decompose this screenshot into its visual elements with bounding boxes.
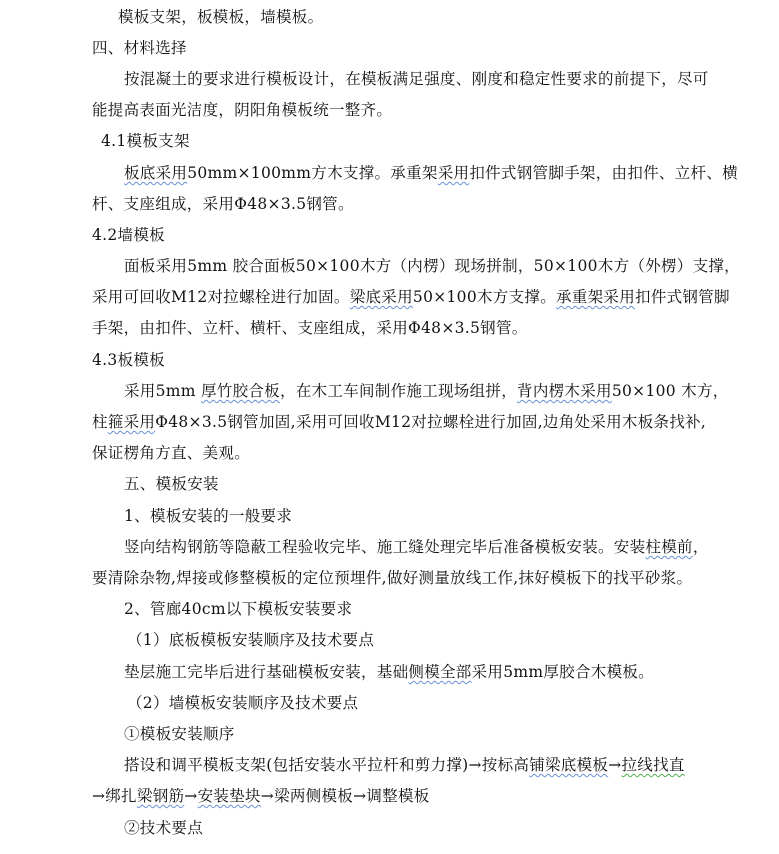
text-span — [124, 381, 729, 401]
text-span: 50×100木方支撑。 — [412, 288, 557, 306]
text-span: 4.2墙模板 — [92, 226, 165, 244]
text-span: → — [184, 787, 198, 805]
text-span — [92, 787, 430, 805]
text-span: 4.1模板支架 — [101, 132, 190, 150]
underlined-term: 梁底采用 — [349, 288, 413, 306]
text-span: 4.3板模板 — [92, 351, 165, 369]
underlined-term: 箍采用 — [107, 413, 156, 431]
item-heading — [124, 724, 235, 744]
text-span: →梁两侧模板→调整模板 — [260, 787, 430, 805]
text-line — [124, 256, 740, 276]
underlined-term: 梁钢筋 — [136, 787, 185, 805]
section-heading — [124, 474, 219, 494]
underlined-term: 安装垫块 — [197, 787, 261, 805]
text-line — [92, 287, 730, 307]
text-line — [92, 100, 392, 120]
text-line — [124, 755, 710, 775]
text-span: 50×100 木方， — [611, 382, 729, 400]
text-span: （2）墙模板安装顺序及技术要点 — [127, 694, 359, 712]
text-span: → — [608, 756, 622, 774]
underlined-term: 厚竹胶合板 — [200, 382, 280, 400]
text-span: 2、管廊40cm以下模板安装要求 — [124, 600, 353, 618]
text-span — [124, 537, 709, 557]
text-span: 50mm×100mm方木支撑。承重架 — [187, 164, 438, 182]
text-line — [92, 786, 430, 806]
text-span: ②技术要点 — [124, 819, 204, 837]
text-line — [124, 537, 710, 557]
underlined-term: 采用 — [437, 164, 470, 182]
text-span: 手架，由扣件、立杆、横杆、支座组成，采用Φ48×3.5钢管。 — [92, 319, 528, 337]
text-span: 扣件式钢管脚手架，由扣件、立杆、横 — [469, 164, 738, 182]
text-span: →绑扎 — [92, 787, 137, 805]
text-span: 保证楞角方直、美观。 — [92, 444, 251, 462]
text-line — [92, 318, 528, 338]
text-span: 能提高表面光洁度，阴阳角模板统一整齐。 — [92, 101, 393, 119]
text-line — [92, 412, 710, 432]
item-heading — [127, 693, 358, 713]
text-span: 采用5mm — [124, 382, 201, 400]
text-span: ， — [692, 538, 709, 556]
underlined-term: 板底采用 — [124, 164, 188, 182]
text-span: 垫层施工完毕后进行基础模板安装，基础 — [124, 663, 409, 681]
text-line — [124, 163, 738, 183]
text-span: 扣件式钢管脚 — [635, 288, 730, 306]
text-span: 采用5mm厚胶合木模板。 — [471, 663, 654, 681]
text-line — [124, 381, 729, 401]
underlined-term: 柱模前 — [645, 538, 693, 556]
text-span: 要清除杂物,焊接或修整模板的定位预埋件,做好测量放线工作,抹好模板下的找平砂浆。 — [92, 569, 693, 587]
text-span: 面板采用5mm 胶合面板50×100木方（内楞）现场拼制，50×100木方（外楞）支撑， — [124, 257, 740, 275]
underlined-term: 铺梁底模板 — [529, 756, 609, 774]
text-line — [118, 7, 323, 27]
text-line — [124, 69, 710, 89]
subsection-heading — [92, 350, 165, 370]
text-span: 搭设和调平模板支架(包括安装水平拉杆和剪力撑)→按标高 — [124, 756, 530, 774]
text-span — [124, 663, 654, 681]
text-span — [92, 412, 706, 432]
text-line — [124, 662, 654, 682]
item-heading — [127, 630, 374, 650]
underlined-term: 背内楞木采用 — [517, 382, 612, 400]
text-span: （1）底板模板安装顺序及技术要点 — [127, 631, 375, 649]
item-heading — [124, 506, 292, 526]
text-line — [92, 443, 250, 463]
subsection-heading — [101, 131, 190, 151]
text-span: 按混凝土的要求进行模板设计，在模板满足强度、刚度和稳定性要求的前提下，尽可 — [124, 70, 709, 88]
item-heading — [124, 599, 352, 619]
section-heading — [92, 38, 187, 58]
text-span: 柱 — [92, 413, 108, 431]
text-span: ①模板安装顺序 — [124, 725, 235, 743]
text-span — [124, 163, 738, 183]
underlined-term: 承重架采用 — [556, 288, 636, 306]
item-heading — [124, 818, 203, 838]
text-span: 四、材料选择 — [92, 39, 187, 57]
underlined-term: 拉线找直 — [621, 756, 685, 774]
subsection-heading — [92, 225, 165, 245]
text-span: 采用可回收M12对拉螺栓进行加固。 — [92, 288, 350, 306]
text-span: Φ48×3.5钢管加固,采用可回收M12对拉螺栓进行加固,边角处采用木板条找补, — [155, 413, 707, 431]
text-line — [92, 194, 354, 214]
text-span: 杆、支座组成，采用Φ48×3.5钢管。 — [92, 195, 354, 213]
text-span: 五、模板安装 — [124, 475, 219, 493]
underlined-term: 侧模全部 — [408, 663, 472, 681]
text-span: 1、模板安装的一般要求 — [124, 507, 293, 525]
text-span: 模板支架，板模板，墙模板。 — [118, 8, 324, 26]
text-span: 竖向结构钢筋等隐蔽工程验收完毕、施工缝处理完毕后准备模板安装。安装 — [124, 538, 646, 556]
text-span — [92, 287, 730, 307]
text-line — [92, 568, 710, 588]
text-span: ，在木工车间制作施工现场组拼， — [280, 382, 518, 400]
text-span — [124, 755, 685, 775]
